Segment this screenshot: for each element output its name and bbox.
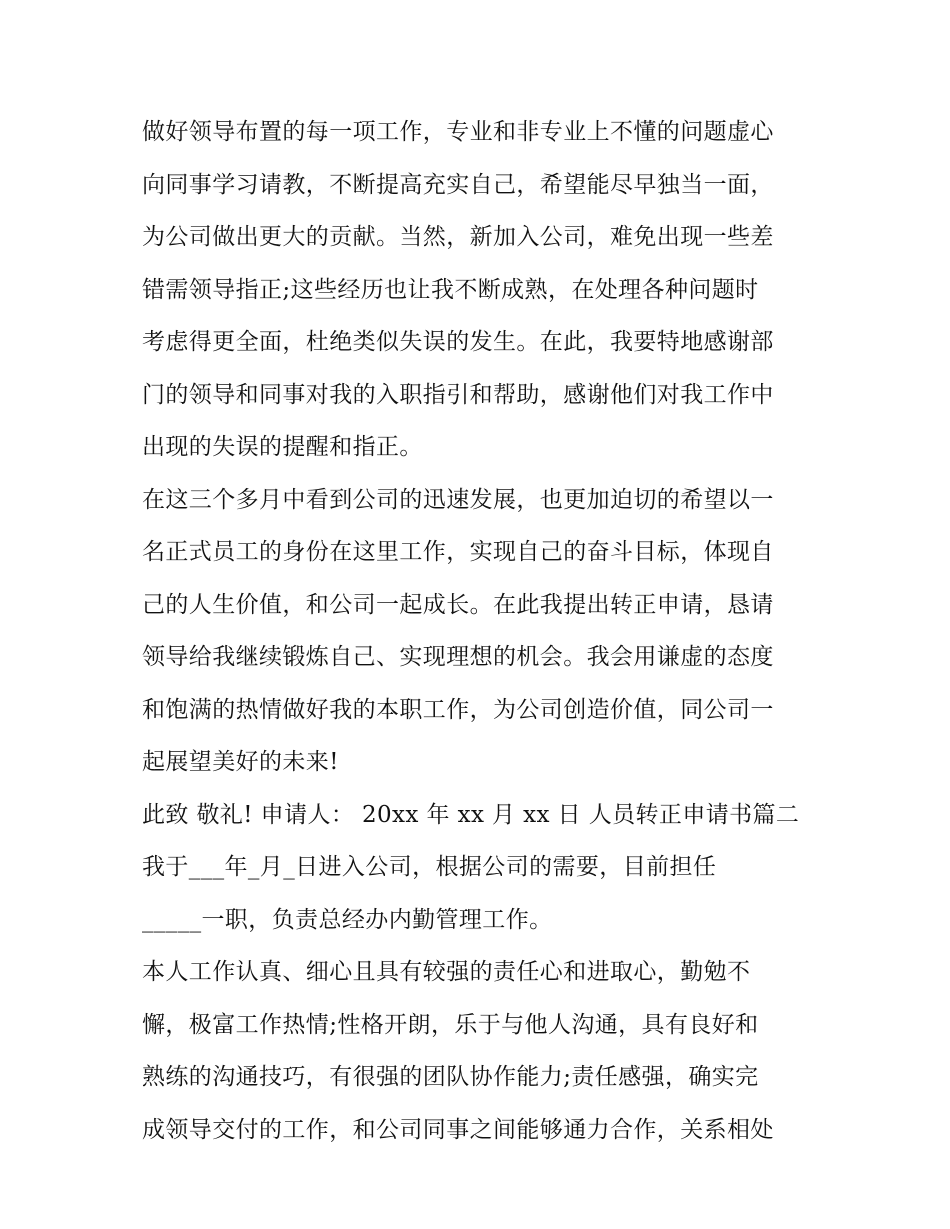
text-line: 此致 敬礼! 申请人： 20xx 年 xx 月 xx 日 人员转正申请书篇二 — [142, 801, 800, 828]
text-line: 本人工作认真、细心且具有较强的责任心和进取心，勤勉不 — [142, 959, 751, 985]
text-line: 起展望美好的未来! — [142, 749, 339, 775]
text-line: 成领导交付的工作，和公司同事之间能够通力合作，关系相处 — [142, 1116, 774, 1143]
text-line: 领导给我继续锻炼自己、实现理想的机会。我会用谦虚的态度 — [142, 644, 774, 670]
text-line: 考虑得更全面，杜绝类似失误的发生。在此，我要特地感谢部 — [142, 329, 774, 355]
text-line: 做好领导布置的每一项工作，专业和非专业上不懂的问题虚心 — [142, 119, 774, 145]
text-line: _____一职，负责总经办内勤管理工作。 — [142, 906, 553, 933]
text-line: 出现的失误的提醒和指正。 — [142, 434, 423, 460]
text-line: 门的领导和同事对我的入职指引和帮助，感谢他们对我工作中 — [142, 381, 774, 408]
text-line: 己的人生价值，和公司一起成长。在此我提出转正申请，恳请 — [142, 591, 774, 618]
text-line: 我于___年_月_日进入公司，根据公司的需要，目前担任 — [142, 854, 717, 880]
text-line: 熟练的沟通技巧，有很强的团队协作能力;责任感强，确实完 — [142, 1064, 759, 1090]
text-line: 为公司做出更大的贡献。当然，新加入公司，难免出现一些差 — [142, 224, 774, 250]
text-line: 和饱满的热情做好我的本职工作，为公司创造价值，同公司一 — [142, 696, 774, 723]
text-line: 向同事学习请教，不断提高充实自己，希望能尽早独当一面， — [142, 171, 774, 198]
text-line: 错需领导指正;这些经历也让我不断成熟，在处理各种问题时 — [142, 276, 759, 303]
text-line: 名正式员工的身份在这里工作，实现自己的奋斗目标，体现自 — [142, 539, 774, 565]
document-body — [142, 110, 822, 1160]
text-line: 懈，极富工作热情;性格开朗，乐于与他人沟通，具有良好和 — [142, 1011, 759, 1038]
text-line: 在这三个多月中看到公司的迅速发展，也更加迫切的希望以一 — [142, 486, 774, 513]
